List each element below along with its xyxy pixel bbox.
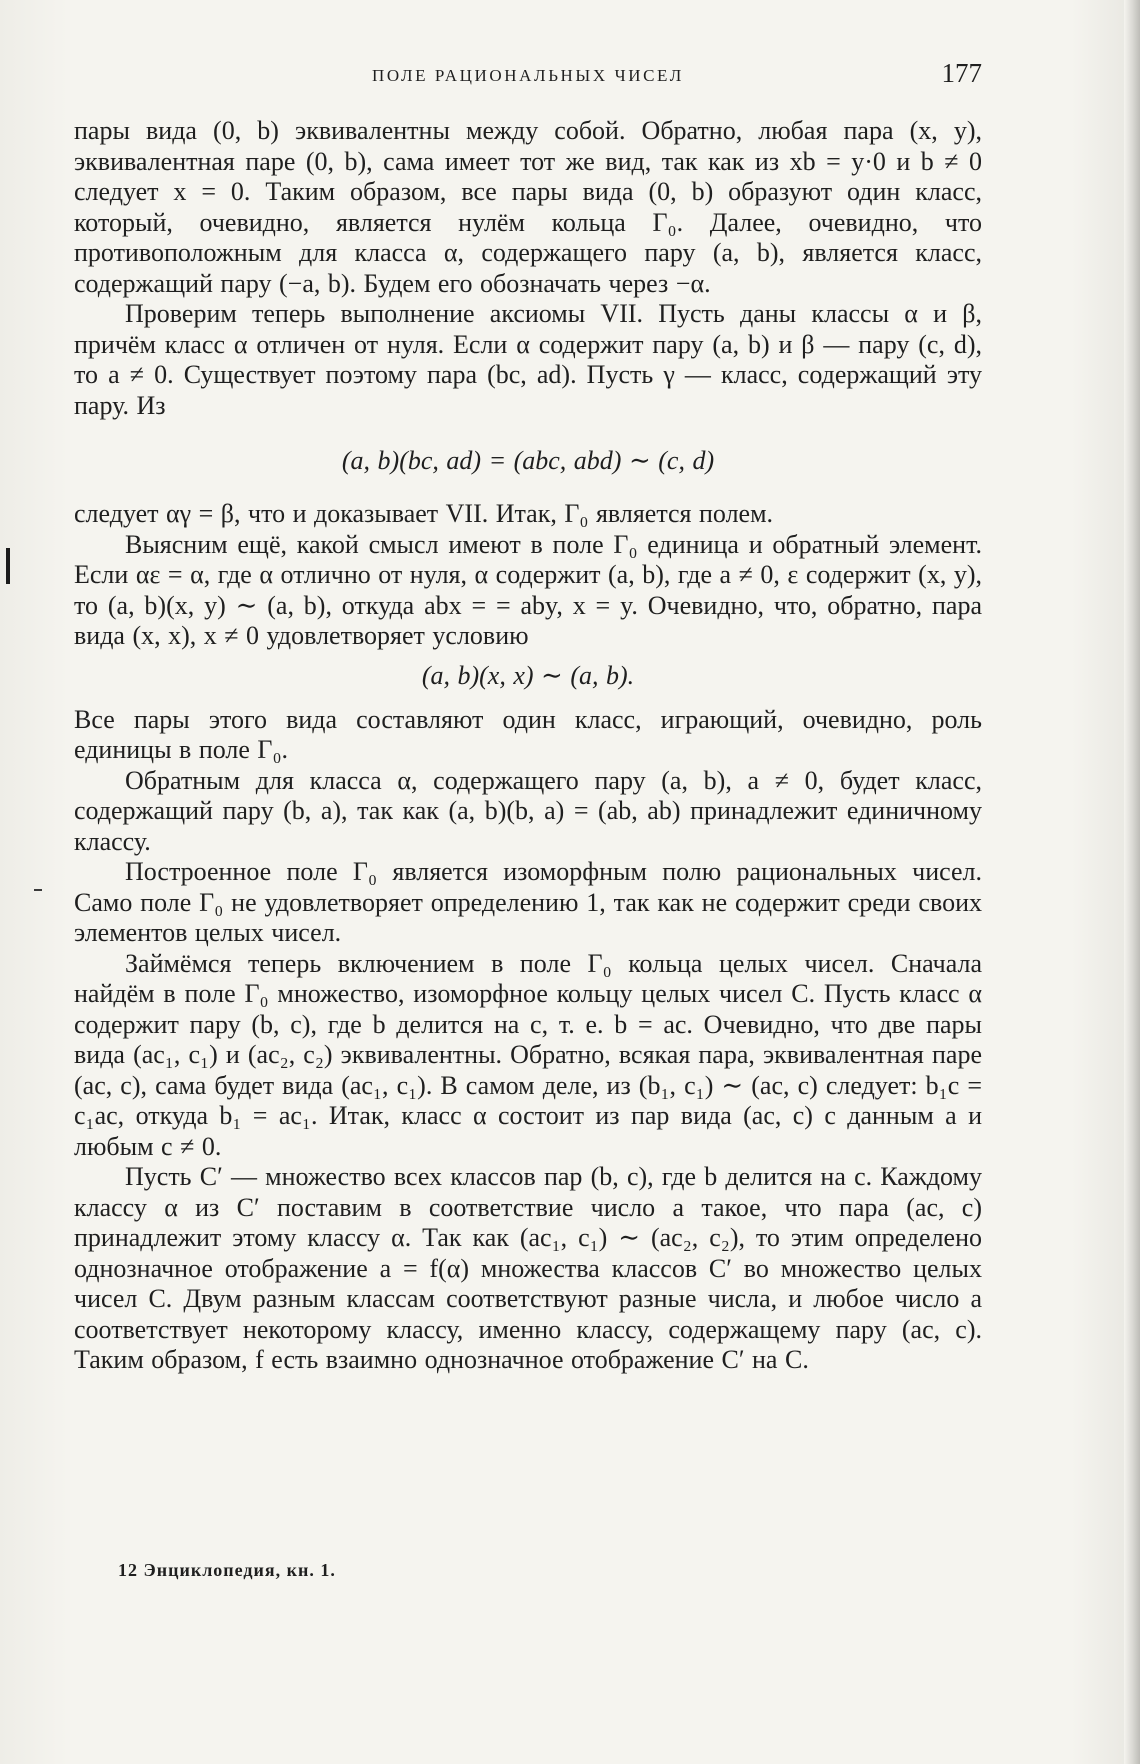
paragraph-6: Обратным для класса α, содержащего пару (a, b), a ≠ 0, будет класс, содержащий пару (b, a), так как (a, b)(b, a) = (ab, ab) принадлежит единичному классу. <box>74 765 982 856</box>
margin-dash <box>34 889 42 891</box>
paragraph-8: Займёмся теперь включением в поле Γ₀ кольца целых чисел. Сначала найдём в поле Γ₀ множество, изоморфное кольцу целых чисел C. Пусть класс α содержит пару (b, c), где b делится на c, т. е. b = ac. Очевидно, что две пары вида (ac₁, c₁) и (ac₂, c₂) эквивалентны. Обратно, всякая пара, эквивалентная паре (ac, c), сама будет вида (ac₁, c₁). В самом деле, из (b₁, c₁) ∼ (ac, c) следует: b₁c = c₁ac, откуда b₁ = ac₁. Итак, класс α состоит из пар вида (ac, c) с данным a и любым c ≠ 0. <box>74 948 982 1161</box>
page-header <box>74 58 982 98</box>
formula-1: (a, b)(bc, ad) = (abc, abd) ∼ (c, d) <box>341 446 715 475</box>
running-title: ПОЛЕ РАЦИОНАЛЬНЫХ ЧИСЕЛ <box>372 66 684 85</box>
page-edge-shadow <box>1124 0 1140 1764</box>
paragraph-5: Все пары этого вида составляют один класс, играющий, очевидно, роль единицы в поле Γ₀. <box>74 704 982 764</box>
page-number: 177 <box>941 58 982 88</box>
margin-mark <box>6 548 10 584</box>
paragraph-2: Проверим теперь выполнение аксиомы VII. Пусть даны классы α и β, причём класс α отличен от нуля. Если α содержит пару (a, b) и β — пару (c, d), то a ≠ 0. Существует поэтому пара (bc, ad). Пусть γ — класс, содержащий эту пару. Из <box>74 299 982 420</box>
formula-2: (a, b)(x, x) ∼ (a, b). <box>421 660 635 690</box>
paragraph-9: Пусть C′ — множество всех классов пар (b, c), где b делится на c. Каждому классу α из C′ поставим в соответствие число a такое, что пара (ac, c) принадлежит этому классу α. Так как (ac₁, c₁) ∼ (ac₂, c₂), то этим определено однозначное отображение a = f(α) множества классов C′ во множество целых чисел C. Двум разным классам соответствуют разные числа, и любое число a соответствует некоторому классу, именно классу, содержащему пару (ac, c). Таким образом, f есть взаимно однозначное отображение C′ на C. <box>74 1162 982 1374</box>
main-text <box>74 116 982 1376</box>
paragraph-1: пары вида (0, b) эквивалентны между собой. Обратно, любая пара (x, y), эквивалентная паре (0, b), сама имеет тот же вид, так как из xb = y·0 и b ≠ 0 следует x = 0. Таким образом, все пары вида (0, b) образуют один класс, который, очевидно, является нулём кольца Γ₀. Далее, очевидно, что противоположным для класса α, содержащего пару (a, b), является класс, содержащий пару (−a, b). Будем его обозначать через −α. <box>74 116 982 298</box>
paragraph-7: Построенное поле Γ₀ является изоморфным полю рациональных чисел. Само поле Γ₀ не удовлетворяет определению 1, так как не содержит среди своих элементов целых чисел. <box>74 857 982 947</box>
paragraph-4: Выясним ещё, какой смысл имеют в поле Γ₀ единица и обратный элемент. Если αε = α, где α отлично от нуля, α содержит (a, b), где a ≠ 0, ε содержит (x, y), то (a, b)(x, y) ∼ (a, b), откуда abx = = aby, x = y. Очевидно, что, обратно, пара вида (x, x), x ≠ 0 удовлетворяет условию <box>74 529 982 650</box>
signature-line: 12 Энциклопедия, кн. 1. <box>118 1560 336 1580</box>
paragraph-3: следует αγ = β, что и доказывает VII. Итак, Γ₀ является полем. <box>74 499 774 528</box>
